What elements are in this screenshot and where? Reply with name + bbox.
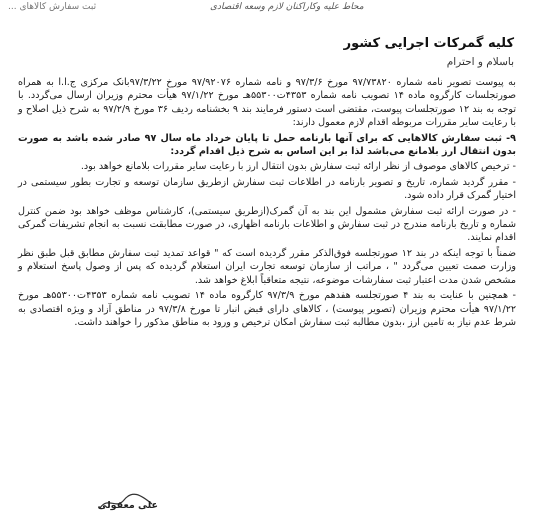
- document-body: [18, 76, 516, 331]
- document-salutation: باسلام و احترام: [446, 56, 514, 68]
- paragraph-extension: ضمناً با توجه اینکه در بند ۱۲ صورتجلسه فوق‌الذکر مقرر گردیده است که " قواعد تمدید ثبت سفارش مطابق قبل طبق نظر وزارت صمت تعیین می‌گردد " ، مراتب از سازمان توسعه تجارت ایران استعلام گردیده که پس از وصول پاسخ استعلام و مشخص شدن مدت اعتبار ثبت سفارشات موضوعه، نتیجه متعاقباً ابلاغ خواهد شد.: [18, 247, 516, 286]
- page-header: [0, 0, 536, 16]
- paragraph-bill-of-lading: - مقرر گردید شماره، تاریخ و تصویر بارنامه در اطلاعات ثبت سفارش ازطریق سازمان توسعه و تجارت بطور سیستمی در اختیار گمرک قرار داده شود.: [18, 176, 516, 202]
- header-center-text: محاط علیه وکاراکنان لازم وسعه اقتصادی: [210, 2, 364, 12]
- paragraph-inspection: - در صورت ارائه ثبت سفارش مشمول این بند به آن گمرک(ازطریق سیستمی)، کارشناس موظف خواهد بود ضمن کنترل شماره و تاریخ بارنامه مندرج در ثبت سفارش و اطلاعات بارنامه اظهاری، در صورت مطابقت نسبت به انجام تشریفات گمرکی اقدام نمایند.: [18, 205, 516, 244]
- header-left-text: ثبت سفارش کالاهای ...: [8, 2, 97, 12]
- paragraph-intro: به پیوست تصویر نامه شماره ۹۷/۷۳۸۲۰ مورخ ۹۷/۳/۶ و نامه شماره ۹۷/۹۲۰۷۶ مورخ ۹۷/۳/۲۲بانک مرکزی ج.ا.ا به همراه صورتجلسات کارگروه ماده ۱۴ تصویب نامه شماره ۴۳۵۳ت۵۵۳۰۰هـ مورخ ۹۷/۱/۲۲ هیأت محترم وزیران ارسال می‌گردد. با توجه به بند ۱۲ صورتجلسات پیوست، مقتضی است دستور فرمایند بند ۹ بخشنامه ردیف ۳۶ مورخ ۹۷/۲/۹ به شرح ذیل اصلاح و با رعایت سایر مقررات مربوطه اقدام لازم معمول دارند:: [18, 77, 517, 129]
- paragraph-item-9: ۹- ثبت سفارش کالاهایی که برای آنها بارنامه حمل تا پایان خرداد ماه سال ۹۷ صادر شده باشد به صورت بدون انتقال ارز بلامانع می‌باشد لذا بر این اساس به شرح ذیل اقدام گردد:: [18, 132, 516, 158]
- document-title: کلیه گمرکات اجرایی کشور: [343, 36, 514, 51]
- signer-name: علی معقولی: [97, 500, 158, 511]
- paragraph-free-zones: - همچنین با عنایت به بند ۴ صورتجلسه هفدهم مورخ ۹۷/۳/۹ کارگروه ماده ۱۴ تصویب نامه شماره ۴۳۵۳ت۵۵۳۰۰هـ مورخ ۹۷/۱/۲۲ هیأت محترم وزیران (تصویر پیوست) ، کالاهای دارای قبض انبار تا مورخ ۹۷/۳/۸ در مناطق آزاد و ویژه اقتصادی به شرط عدم نیاز به تامین ارز ،بدون مطالبه ثبت سفارش امکان ترخیص و ورود به مناطق مذکور را خواهند داشت.: [18, 290, 517, 328]
- paragraph-clearance: - ترخیص کالاهای موصوف از نظر ارائه ثبت سفارش بدون انتقال ارز با رعایت سایر مقررات بلامانع خواهد بود.: [80, 161, 516, 173]
